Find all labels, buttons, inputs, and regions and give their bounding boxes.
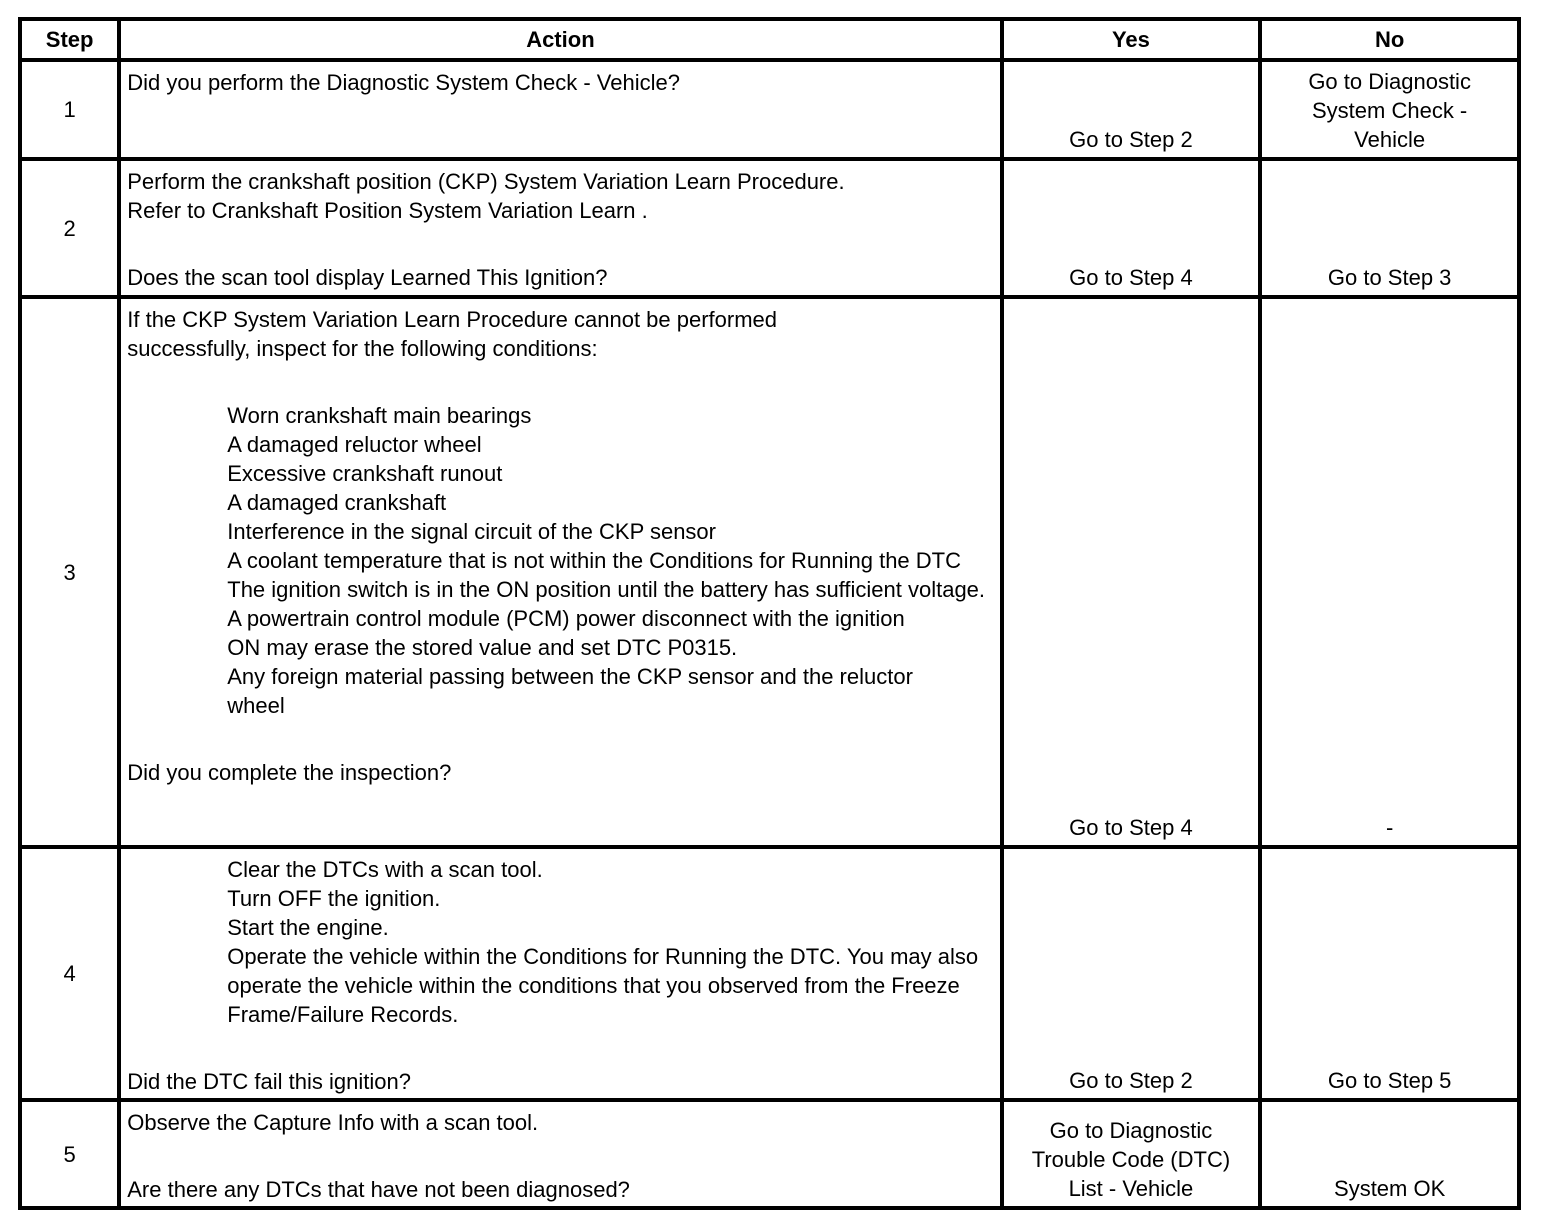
action-text: Did you perform the Diagnostic System Check - Vehicle? (127, 70, 680, 95)
list-item: A powertrain control module (PCM) power disconnect with the ignition ON may erase the stored value and set DTC P0315. (227, 606, 905, 660)
list-item: Turn OFF the ignition. (227, 886, 441, 911)
action-cell (119, 847, 1001, 1100)
procedure-list (127, 855, 999, 1029)
action-cell (119, 60, 1001, 159)
step-number: 4 (20, 847, 119, 1100)
action-cell (119, 159, 1001, 297)
header-no: No (1260, 19, 1519, 60)
yes-result: Go to Step 2 (1002, 60, 1261, 159)
condition-list (127, 401, 999, 720)
step-number: 2 (20, 159, 119, 297)
step-number: 1 (20, 60, 119, 159)
header-row (20, 19, 1519, 60)
table-row (20, 847, 1519, 1100)
yes-result: Go to Step 2 (1002, 847, 1261, 1100)
action-text: Observe the Capture Info with a scan tool. (127, 1110, 539, 1135)
table-row (20, 159, 1519, 297)
no-result: System OK (1260, 1100, 1519, 1208)
action-question: Did the DTC fail this ignition? (127, 1069, 411, 1094)
table-row (20, 297, 1519, 847)
action-question: Did you complete the inspection? (127, 760, 452, 785)
table-row (20, 60, 1519, 159)
no-result: Go to Step 5 (1260, 847, 1519, 1100)
action-question: Does the scan tool display Learned This Ignition? (127, 265, 608, 290)
action-cell (119, 1100, 1001, 1208)
step-number: 5 (20, 1100, 119, 1208)
list-item: Any foreign material passing between the CKP sensor and the reluctor wheel (227, 664, 913, 718)
header-yes: Yes (1002, 19, 1261, 60)
yes-result: Go to Step 4 (1002, 297, 1261, 847)
list-item: Worn crankshaft main bearings (227, 403, 532, 428)
no-result: - (1260, 297, 1519, 847)
action-cell (119, 297, 1001, 847)
yes-result: Go to Diagnostic Trouble Code (DTC) List - Vehicle (1002, 1100, 1261, 1208)
list-item: Operate the vehicle within the Conditions for Running the DTC. You may also operate the vehicle within the conditions that you observed from the Freeze Frame/Failure Records. (227, 944, 979, 1027)
action-text: Perform the crankshaft position (CKP) System Variation Learn Procedure. (127, 169, 845, 194)
no-result: Go to Diagnostic System Check - Vehicle (1260, 60, 1519, 159)
action-question: Are there any DTCs that have not been diagnosed? (127, 1177, 630, 1202)
list-item: A damaged reluctor wheel (227, 432, 482, 457)
no-result: Go to Step 3 (1260, 159, 1519, 297)
header-action: Action (119, 19, 1001, 60)
step-number: 3 (20, 297, 119, 847)
list-item: The ignition switch is in the ON position until the battery has sufficient voltage. (227, 577, 986, 602)
list-item: Excessive crankshaft runout (227, 461, 503, 486)
diagnostic-table (18, 17, 1521, 1210)
header-step: Step (20, 19, 119, 60)
list-item: A damaged crankshaft (227, 490, 447, 515)
list-item: Interference in the signal circuit of the CKP sensor (227, 519, 716, 544)
list-item: Clear the DTCs with a scan tool. (227, 857, 543, 882)
action-text: Refer to Crankshaft Position System Variation Learn . (127, 198, 648, 223)
yes-result: Go to Step 4 (1002, 159, 1261, 297)
list-item: A coolant temperature that is not within the Conditions for Running the DTC (227, 548, 961, 573)
table-row (20, 1100, 1519, 1208)
action-text: If the CKP System Variation Learn Procedure cannot be performed successfully, inspect for the following conditions: (127, 307, 778, 361)
list-item: Start the engine. (227, 915, 389, 940)
